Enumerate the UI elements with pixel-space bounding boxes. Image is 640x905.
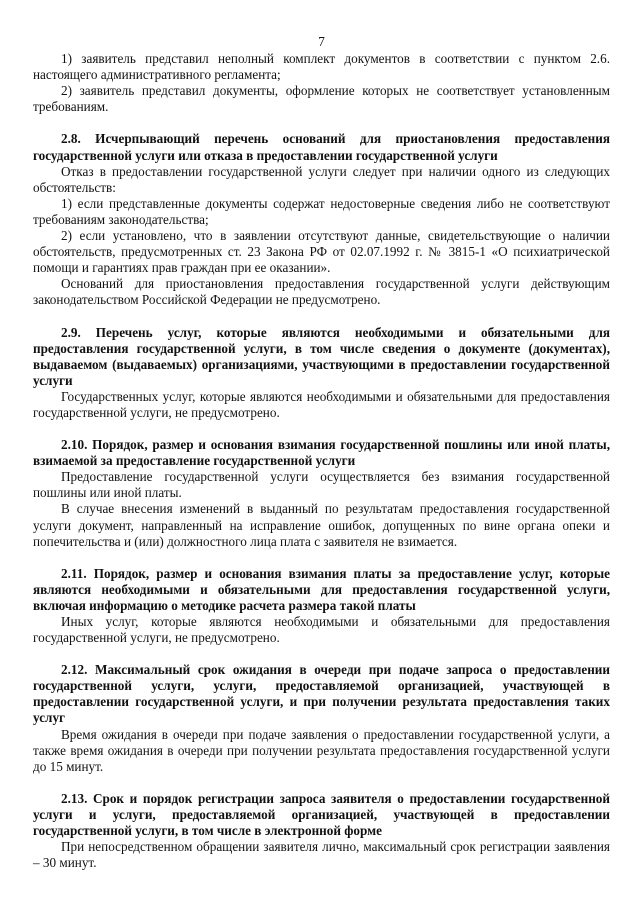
paragraph: Предоставление государственной услуги осуществляется без взимания государственной пошлины или иной платы. <box>33 469 610 501</box>
paragraph: Отказ в предоставлении государственной услуги следует при наличии одного из следующих обстоятельств: <box>33 163 610 195</box>
intro-block <box>33 51 610 115</box>
section-2-8 <box>33 131 610 308</box>
paragraph: Государственных услуг, которые являются необходимыми и обязательными для предоставления государственной услуги, не предусмотрено. <box>33 388 610 420</box>
paragraph: 2) если установлено, что в заявлении отсутствуют данные, свидетельствующие о наличии обстоятельств, предусмотренных ст. 23 Закона РФ от 02.07.1992 г. № 3815-1 «О психиатрической помощи и гарантиях прав граждан при ее оказании». <box>33 228 610 276</box>
section-2-12 <box>33 662 610 775</box>
paragraph: 2) заявитель представил документы, оформление которых не соответствует установленным требованиям. <box>33 83 610 115</box>
paragraph: При непосредственном обращении заявителя лично, максимальный срок регистрации заявления – 30 минут. <box>33 839 610 871</box>
paragraph: Иных услуг, которые являются необходимыми и обязательными для предоставления государственной услуги, не предусмотрено. <box>33 614 610 646</box>
section-heading: 2.11. Порядок, размер и основания взимания платы за предоставление услуг, которые являются необходимыми и обязательными для предоставления государственной услуги, включая информацию о методике расчета размера такой платы <box>33 565 610 613</box>
section-2-11 <box>33 566 610 646</box>
paragraph: Время ожидания в очереди при подаче заявления о предоставлении государственной услуги, а также время ожидания в очереди при получении результата предоставления государственной услуги до 15 минут. <box>33 726 610 774</box>
paragraph: 1) если представленные документы содержат недостоверные сведения либо не соответствуют требованиям законодательства; <box>33 195 610 227</box>
section-heading: 2.8. Исчерпывающий перечень оснований для приостановления предоставления государственной услуги или отказа в предоставлении государственной услуги <box>33 131 610 163</box>
page-number: 7 <box>318 34 325 49</box>
section-2-13 <box>33 791 610 871</box>
paragraph: Оснований для приостановления предоставления государственной услуги действующим законодательством Российской Федерации не предусмотрено. <box>33 276 610 308</box>
section-heading: 2.10. Порядок, размер и основания взимания государственной пошлины или иной платы, взимаемой за предоставление государственной услуги <box>33 437 610 469</box>
paragraph: В случае внесения изменений в выданный по результатам предоставления государственной услуги документ, направленный на исправление ошибок, допущенных по вине органа опеки и попечительства и (или) должностного лица плата с заявителя не взимается. <box>33 501 610 549</box>
paragraph: 1) заявитель представил неполный комплект документов в соответствии с пунктом 2.6. настоящего административного регламента; <box>33 51 610 83</box>
section-2-9 <box>33 325 610 422</box>
section-2-10 <box>33 437 610 550</box>
section-heading: 2.9. Перечень услуг, которые являются необходимыми и обязательными для предоставления государственной услуги, в том числе сведения о документе (документах), выдаваемом (выдаваемых) организациями, участвующими в предоставлении государственной услуги <box>33 324 610 388</box>
section-heading: 2.12. Максимальный срок ожидания в очереди при подаче запроса о предоставлении государственной услуги, услуги, предоставляемой организацией, участвующей в предоставлении государственной услуги, и при получении результата предоставления таких услуг <box>33 662 610 726</box>
section-heading: 2.13. Срок и порядок регистрации запроса заявителя о предоставлении государственной услуги и услуги, предоставляемой организацией, участвующей в предоставлении государственной услуги, в том числе в электронной форме <box>33 790 610 839</box>
